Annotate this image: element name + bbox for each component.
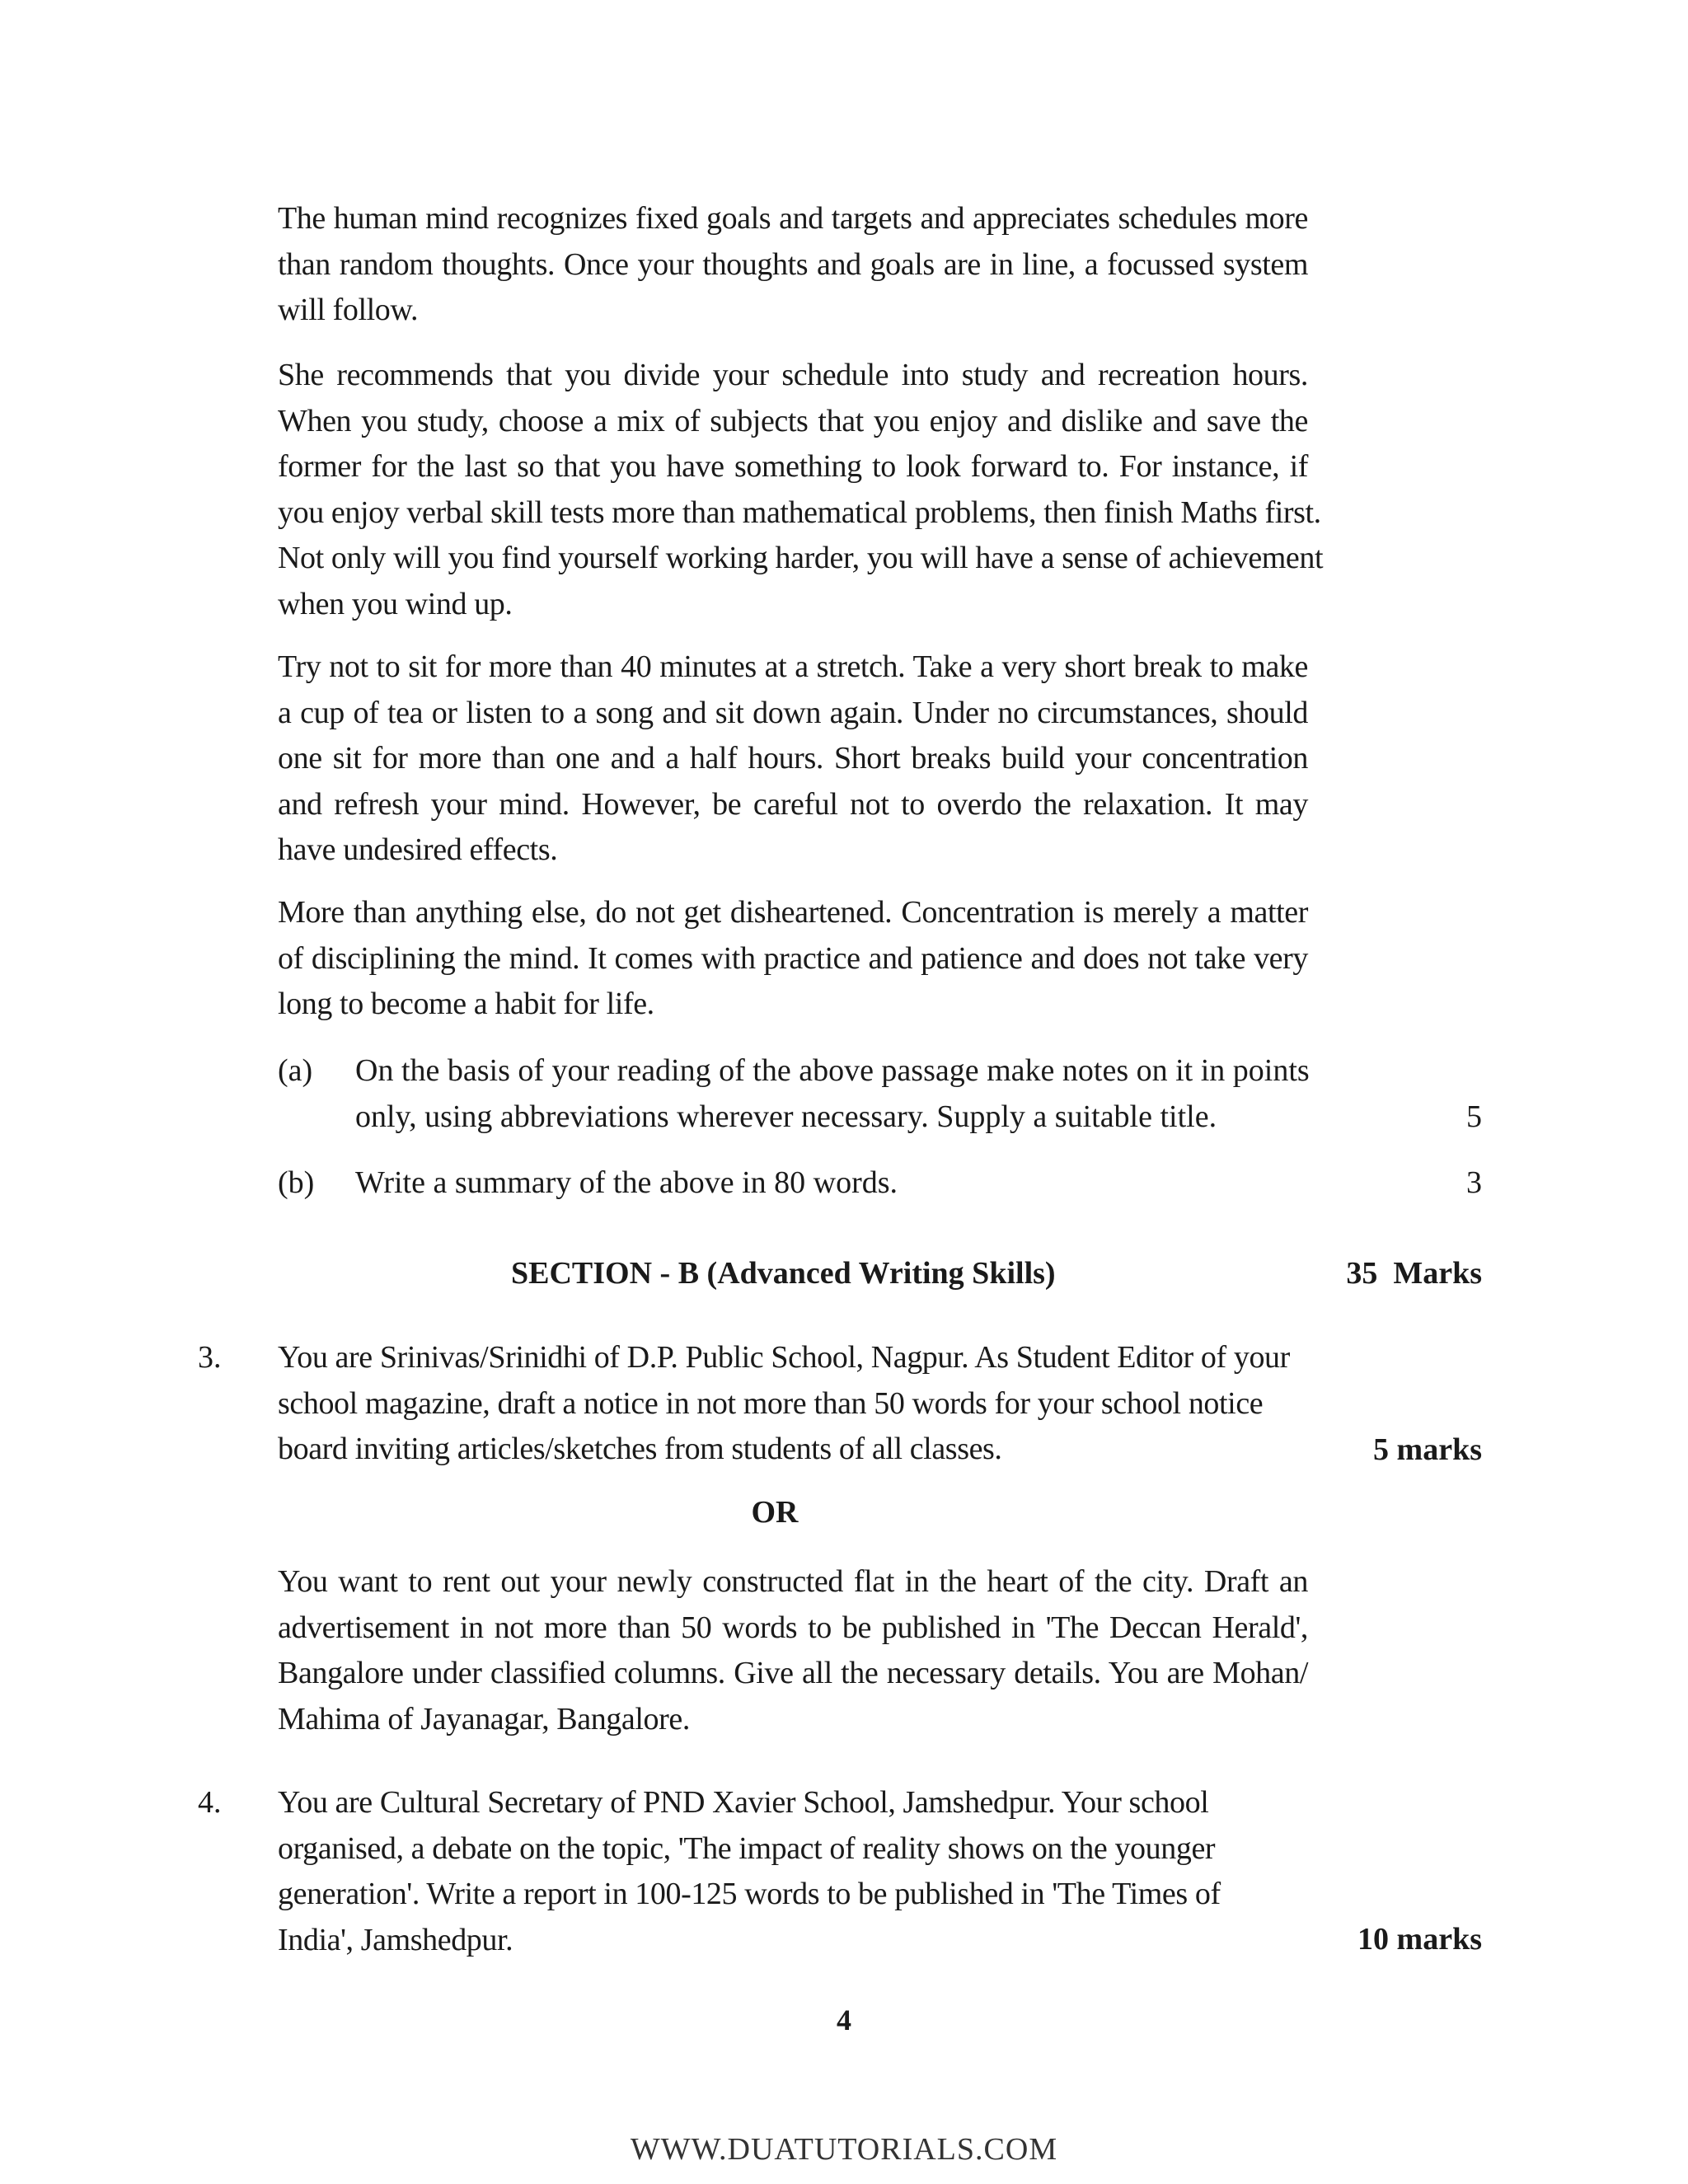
text-line: a cup of tea or listen to a song and sit down again. Under no circumstances, should [278,695,1308,730]
text-line: You are Srinivas/Srinidhi of D.P. Public School, Nagpur. As Student Editor of your [278,1340,1290,1375]
text-line: generation'. Write a report in 100-125 words to be published in 'The Times of [278,1877,1221,1911]
text-line: than random thoughts. Once your thoughts and goals are in line, a focussed system [278,246,1308,282]
question-number-4: 4. [198,1785,222,1820]
text-line: when you wind up. [278,586,513,621]
section-marks: 35 Marks [1346,1256,1482,1291]
text-line: Bangalore under classified columns. Give all the necessary details. You are Mohan/ [278,1656,1308,1690]
text-line: school magazine, draft a notice in not more than 50 words for your school notice [278,1385,1264,1421]
text-line: On the basis of your reading of the above passage make notes on it in points [355,1053,1310,1088]
or-divider: OR [751,1495,799,1530]
question-3-text [278,1335,1308,1473]
text-line: She recommends that you divide your schedule into study and recreation hours. [278,358,1308,392]
text-line: When you study, choose a mix of subjects that you enjoy and dislike and save the [278,403,1308,438]
passage-paragraph-1 [278,196,1308,334]
text-line: India', Jamshedpur. [278,1922,513,1957]
passage-paragraph-3 [278,644,1308,874]
text-line: You are Cultural Secretary of PND Xavier School, Jamshedpur. Your school [278,1785,1209,1820]
text-line: long to become a habit for life. [278,987,654,1021]
question-3-marks: 5 marks [1373,1432,1482,1467]
question-3-alternative-text [278,1559,1308,1742]
footer-website: WWW.DUATUTORIALS.COM [630,2132,1058,2167]
subquestion-b-marks: 3 [1466,1165,1482,1200]
passage-paragraph-4 [278,890,1308,1028]
subquestion-a-marks: 5 [1466,1099,1482,1134]
text-line: former for the last so that you have something to look forward to. For instance, if [278,449,1308,484]
page-number: 4 [837,2004,851,2036]
question-4-marks: 10 marks [1357,1922,1482,1957]
text-line: Not only will you find yourself working harder, you will have a sense of achievement [278,541,1324,575]
text-line: Write a summary of the above in 80 words. [355,1165,898,1200]
text-line: You want to rent out your newly constructed flat in the heart of the city. Draft an [278,1564,1308,1599]
text-line: one sit for more than one and a half hours. Short breaks build your concentration [278,741,1308,776]
subquestion-text [355,1048,1310,1140]
text-line: Try not to sit for more than 40 minutes at a stretch. Take a very short break to make [278,649,1308,684]
subquestion-text [355,1160,898,1207]
subquestion-label: (a) [278,1053,313,1088]
section-heading: SECTION - B (Advanced Writing Skills) [511,1256,1056,1291]
text-line: Mahima of Jayanagar, Bangalore. [278,1701,690,1736]
text-line: only, using abbreviations wherever necessary. Supply a suitable title. [355,1099,1217,1134]
text-line: The human mind recognizes fixed goals and targets and appreciates schedules more [278,201,1308,236]
text-line: organised, a debate on the topic, 'The impact of reality shows on the younger [278,1830,1216,1866]
question-number-3: 3. [198,1340,222,1375]
text-line: you enjoy verbal skill tests more than mathematical problems, then finish Maths first. [278,494,1321,530]
question-4-text [278,1780,1308,1963]
text-line: have undesired effects. [278,832,558,867]
text-line: board inviting articles/sketches from students of all classes. [278,1432,1002,1466]
subquestion-label: (b) [278,1165,315,1200]
passage-paragraph-2 [278,353,1324,627]
text-line: of disciplining the mind. It comes with practice and patience and does not take very [278,940,1308,976]
text-line: and refresh your mind. However, be careful not to overdo the relaxation. It may [278,786,1308,822]
text-line: advertisement in not more than 50 words to be published in 'The Deccan Herald', [278,1610,1308,1645]
text-line: More than anything else, do not get disheartened. Concentration is merely a matter [278,895,1308,930]
text-line: will follow. [278,293,419,327]
